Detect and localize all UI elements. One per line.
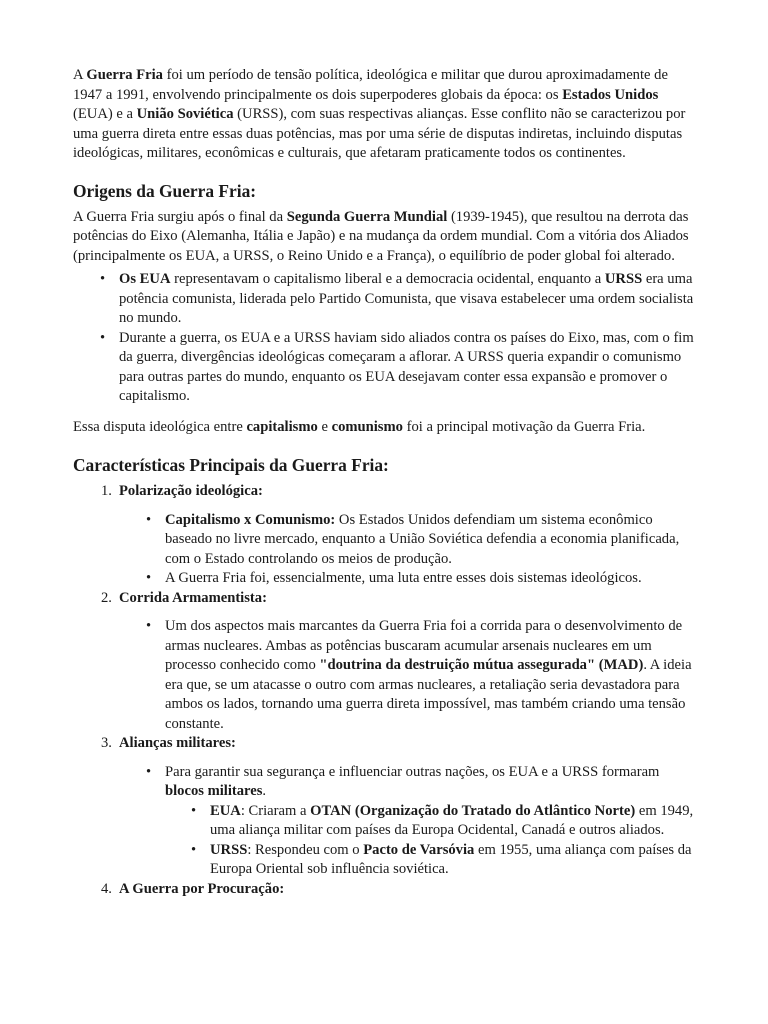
arms-race-bullet-list <box>73 617 698 734</box>
list-item: • URSS: Respondeu com o Pacto de Varsóvia em 1955, uma aliança com países da Europa Oriental sob influência soviética. <box>73 841 698 880</box>
numbered-item-polarization: 1. Polarização ideológica: • Capitalismo x Comunismo: Os Estados Unidos defendiam um sistema econômico baseado no livre mercado, enquanto a União Soviética defendia a economia planificada, com o Estado controlando os meios de produção. • A Guerra Fria foi, essencialmente, uma luta entre esses dois sistemas ideológicos. <box>73 482 698 589</box>
intro-paragraph: A Guerra Fria foi um período de tensão política, ideológica e militar que durou aproximadamente de 1947 a 1991, envolvendo principalmente os dois superpoderes globais da época: os Estados Unidos (EUA) e a União Soviética (URSS), com suas respectivas alianças. Esse conflito não se caracterizou por uma guerra direta entre essas duas potências, mas por uma série de disputas indiretas, incluindo disputas ideológicas, militares, econômicas e culturais, que afetaram praticamente todos os continentes. <box>73 67 686 161</box>
features-numbered-list <box>73 482 698 899</box>
heading-features: Características Principais da Guerra Fria: <box>73 455 389 475</box>
numbered-item-proxy-war: 4. A Guerra por Procuração: <box>101 880 285 897</box>
list-item: • EUA: Criaram a OTAN (Organização do Tratado do Atlântico Norte) em 1949, uma aliança militar com países da Europa Ocidental, Canadá e outros aliados. <box>73 802 698 841</box>
origins-summary: Essa disputa ideológica entre capitalismo e comunismo foi a principal motivação da Guerra Fria. <box>73 418 646 435</box>
heading-origins: Origens da Guerra Fria: <box>73 180 257 201</box>
origins-bullet-list <box>73 270 698 407</box>
list-item: • Os EUA representavam o capitalismo liberal e a democracia ocidental, enquanto a URSS era uma potência comunista, liderada pelo Partido Comunista, que visava estabelecer uma ordem socialista no mundo. <box>73 270 698 329</box>
alliances-sub-list <box>73 802 698 880</box>
list-item: • Para garantir sua segurança e influenciar outras nações, os EUA e a URSS formaram blocos militares. <box>73 763 698 802</box>
list-item: • Capitalismo x Comunismo: Os Estados Unidos defendiam um sistema econômico baseado no livre mercado, enquanto a União Soviética defendia a economia planificada, com o Estado controlando os meios de produção. <box>73 511 698 570</box>
list-item: • Durante a guerra, os EUA e a URSS haviam sido aliados contra os países do Eixo, mas, com o fim da guerra, divergências ideológicas começaram a aflorar. A URSS queria expandir o comunismo para outras partes do mundo, enquanto os EUA desejavam conter essa expansão e promover o capitalismo. <box>73 329 698 407</box>
alliances-bullet-list <box>73 763 698 802</box>
polarization-bullet-list <box>73 511 698 589</box>
numbered-item-alliances: 3. Alianças militares: • Para garantir sua segurança e influenciar outras nações, os EUA e a URSS formaram blocos militares. • EUA: Criaram a OTAN (Organização do Tratado do Atlântico Norte) em 1949, uma aliança militar com países da Europa Ocidental, Canadá e outros aliados. • URSS: Respondeu com o Pacto de Varsóvia em 1955, uma aliança com países da Europa Oriental sob influência soviética. <box>73 734 698 880</box>
numbered-item-arms-race: 2. Corrida Armamentista: • Um dos aspectos mais marcantes da Guerra Fria foi a corrida para o desenvolvimento de armas nucleares. Ambas as potências buscaram acumular arsenais nucleares em um processo conhecido como "doutrina da destruição mútua assegurada" (MAD). A ideia era que, se um atacasse o outro com armas nucleares, a retaliação seria devastadora para ambos os lados, tornando uma guerra direta impossível, mas também criando uma tensão constante. <box>73 589 698 735</box>
list-item: • Um dos aspectos mais marcantes da Guerra Fria foi a corrida para o desenvolvimento de armas nucleares. Ambas as potências buscaram acumular arsenais nucleares em um processo conhecido como "doutrina da destruição mútua assegurada" (MAD). A ideia era que, se um atacasse o outro com armas nucleares, a retaliação seria devastadora para ambos os lados, tornando uma guerra direta impossível, mas também criando uma tensão constante. <box>73 617 698 734</box>
origins-paragraph: A Guerra Fria surgiu após o final da Segunda Guerra Mundial (1939-1945), que resultou na derrota das potências do Eixo (Alemanha, Itália e Japão) e na mudança da ordem mundial. Com a vitória dos Aliados (principalmente os EUA, a URSS, o Reino Unido e a França), o equilíbrio de poder global foi alterado. <box>73 208 689 264</box>
list-item: • A Guerra Fria foi, essencialmente, uma luta entre esses dois sistemas ideológicos. <box>73 569 698 589</box>
